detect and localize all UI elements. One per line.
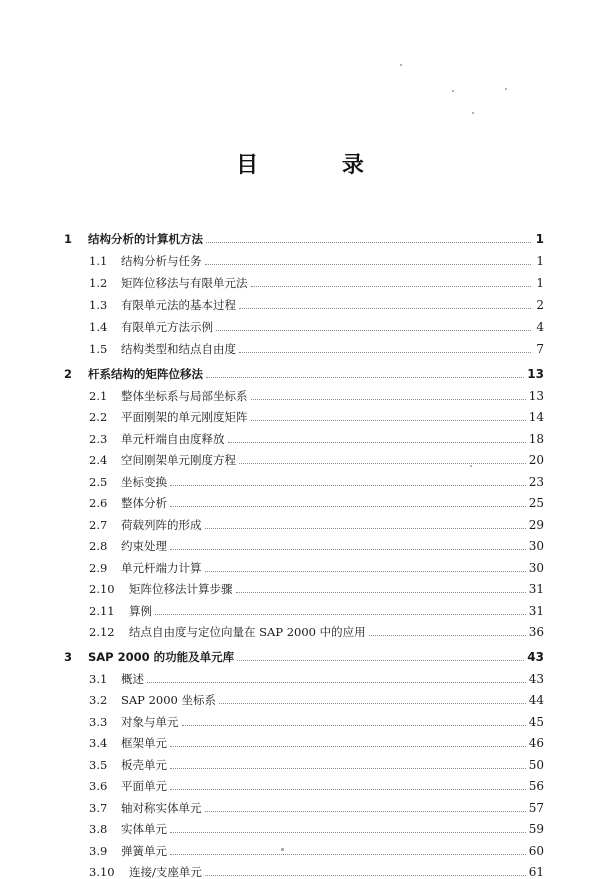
toc-number: 2.10: [89, 582, 115, 596]
toc-page-number: 31: [528, 604, 544, 618]
toc-number: 2.1: [89, 389, 108, 403]
scan-speck: [281, 848, 284, 851]
dot-leader: [369, 634, 526, 636]
toc-number: 1.1: [89, 254, 108, 268]
toc-section-entry[interactable]: [89, 447, 544, 467]
toc-number: 2.9: [89, 561, 108, 575]
toc-page-number: 30: [528, 561, 544, 575]
toc-number: 2.4: [89, 453, 108, 467]
toc-number: 3.1: [89, 672, 108, 686]
toc-section-entry[interactable]: [89, 469, 544, 489]
dot-leader: [155, 613, 526, 615]
dot-leader: [251, 419, 526, 421]
toc-section-entry[interactable]: [89, 709, 544, 729]
toc-number: 2.8: [89, 539, 108, 553]
toc-title: 矩阵位移法计算步骤: [129, 582, 233, 596]
toc-page-number: 20: [528, 453, 544, 467]
toc-title: SAP 2000 的功能及单元库: [88, 650, 235, 664]
toc-title: 矩阵位移法与有限单元法: [121, 276, 248, 290]
toc-chapter-entry[interactable]: [64, 226, 544, 246]
toc-number: 3.6: [89, 779, 108, 793]
toc-page-number: 25: [528, 496, 544, 510]
toc-section-entry[interactable]: [89, 314, 544, 334]
toc-title: 算例: [129, 604, 152, 618]
toc-title: 单元杆端力计算: [121, 561, 202, 575]
toc-number: 2.2: [89, 410, 108, 424]
toc-number: 3.3: [89, 715, 108, 729]
toc-section-entry[interactable]: [89, 426, 544, 446]
toc-page-number: 1: [536, 254, 544, 268]
scan-speck: [452, 90, 454, 92]
toc-title: 结构类型和结点自由度: [121, 342, 236, 356]
toc-title: SAP 2000 坐标系: [121, 693, 216, 707]
dot-leader: [206, 241, 531, 243]
toc-title: 有限单元法的基本过程: [121, 298, 236, 312]
toc-section-entry[interactable]: [89, 248, 544, 268]
dot-leader: [228, 441, 526, 443]
toc-section-entry[interactable]: [89, 619, 544, 639]
dot-leader: [206, 376, 524, 378]
toc-title: 概述: [121, 672, 144, 686]
toc-number: 3.7: [89, 801, 108, 815]
toc-number: 2.6: [89, 496, 108, 510]
toc-page-number: 43: [528, 672, 544, 686]
toc-section-entry[interactable]: [89, 795, 544, 815]
dot-leader: [219, 702, 526, 704]
scan-speck: [505, 88, 507, 90]
toc-number: 3.5: [89, 758, 108, 772]
toc-section-entry[interactable]: [89, 859, 544, 879]
toc-number: 1.5: [89, 342, 108, 356]
toc-section-entry[interactable]: [89, 687, 544, 707]
toc-page-number: 31: [528, 582, 544, 596]
toc-title: 整体坐标系与局部坐标系: [121, 389, 248, 403]
toc-section-entry[interactable]: [89, 838, 544, 858]
toc-page-number: 61: [528, 865, 544, 879]
toc-title: 空间刚架单元刚度方程: [121, 453, 236, 467]
toc-title: 杆系结构的矩阵位移法: [88, 367, 203, 381]
toc-page-number: 13: [528, 389, 544, 403]
toc-page-number: 4: [536, 320, 544, 334]
toc-section-entry[interactable]: [89, 292, 544, 312]
toc-section-entry[interactable]: [89, 533, 544, 553]
toc-title: 坐标变换: [121, 475, 167, 489]
toc-title: 平面刚架的单元刚度矩阵: [121, 410, 248, 424]
toc-page-number: 30: [528, 539, 544, 553]
toc-number: 3.2: [89, 693, 108, 707]
toc-section-entry[interactable]: [89, 490, 544, 510]
toc-page-number: 13: [527, 367, 544, 381]
toc-title: 框架单元: [121, 736, 167, 750]
toc-section-entry[interactable]: [89, 512, 544, 532]
scan-speck: [470, 465, 472, 467]
toc-number: 3.10: [89, 865, 115, 879]
toc-section-entry[interactable]: [89, 555, 544, 575]
toc-page-number: 56: [528, 779, 544, 793]
dot-leader: [237, 659, 524, 661]
toc-number: 2.11: [89, 604, 115, 618]
toc-page-number: 1: [535, 232, 544, 246]
toc-number: 2.7: [89, 518, 108, 532]
toc-page-number: 7: [536, 342, 544, 356]
dot-leader: [205, 527, 526, 529]
dot-leader: [170, 853, 526, 855]
toc-title: 结构分析与任务: [121, 254, 202, 268]
toc-number: 3.4: [89, 736, 108, 750]
toc-page-number: 1: [536, 276, 544, 290]
dot-leader: [170, 745, 526, 747]
toc-number: 2: [64, 367, 73, 381]
toc-number: 3.9: [89, 844, 108, 858]
toc-title: 结构分析的计算机方法: [88, 232, 203, 246]
toc-number: 3.8: [89, 822, 108, 836]
dot-leader: [170, 831, 526, 833]
toc-section-entry[interactable]: [89, 383, 544, 403]
dot-leader: [251, 398, 526, 400]
dot-leader: [239, 307, 531, 309]
toc-title: 有限单元方法示例: [121, 320, 213, 334]
toc-title: 轴对称实体单元: [121, 801, 202, 815]
dot-leader: [170, 505, 526, 507]
dot-leader: [205, 874, 526, 876]
dot-leader: [251, 285, 532, 287]
toc-number: 2.12: [89, 625, 115, 639]
toc-page-number: 45: [528, 715, 544, 729]
toc-number: 1.3: [89, 298, 108, 312]
toc-section-entry[interactable]: [89, 816, 544, 836]
toc-page-number: 44: [528, 693, 544, 707]
toc-number: 2.5: [89, 475, 108, 489]
dot-leader: [239, 462, 526, 464]
toc-section-entry[interactable]: [89, 404, 544, 424]
toc-chapter-entry[interactable]: [64, 361, 544, 381]
toc-number: 1: [64, 232, 73, 246]
toc-title: 弹簧单元: [121, 844, 167, 858]
toc-title: 单元杆端自由度释放: [121, 432, 225, 446]
toc-page-number: 18: [528, 432, 544, 446]
toc-page-number: 29: [528, 518, 544, 532]
toc-number: 2.3: [89, 432, 108, 446]
dot-leader: [205, 570, 526, 572]
dot-leader: [170, 548, 526, 550]
dot-leader: [216, 329, 531, 331]
toc-title: 板壳单元: [121, 758, 167, 772]
toc-page-number: 23: [528, 475, 544, 489]
toc-number: 3: [64, 650, 73, 664]
toc-title: 整体分析: [121, 496, 167, 510]
dot-leader: [147, 681, 526, 683]
dot-leader: [170, 484, 526, 486]
toc-page-number: 2: [536, 298, 544, 312]
toc-page-number: 46: [528, 736, 544, 750]
dot-leader: [236, 591, 526, 593]
toc-number: 1.2: [89, 276, 108, 290]
toc-section-entry[interactable]: [89, 270, 544, 290]
toc-page-number: 60: [528, 844, 544, 858]
scan-speck: [472, 112, 474, 114]
dot-leader: [239, 351, 531, 353]
toc-title: 对象与单元: [121, 715, 179, 729]
toc-page-number: 36: [528, 625, 544, 639]
dot-leader: [205, 810, 526, 812]
toc-section-entry[interactable]: [89, 576, 544, 596]
toc-section-entry[interactable]: [89, 336, 544, 356]
toc-number: 1.4: [89, 320, 108, 334]
toc-title: 结点自由度与定位向量在 SAP 2000 中的应用: [129, 625, 366, 639]
toc-page-number: 14: [528, 410, 544, 424]
dot-leader: [205, 263, 532, 265]
toc-chapter-entry[interactable]: [64, 644, 544, 664]
toc-title: 连接/支座单元: [129, 865, 202, 879]
toc-section-entry[interactable]: [89, 730, 544, 750]
page-title: 目 录: [236, 153, 402, 178]
dot-leader: [170, 767, 526, 769]
toc-section-entry[interactable]: [89, 598, 544, 618]
toc-title: 实体单元: [121, 822, 167, 836]
toc-title: 荷载列阵的形成: [121, 518, 202, 532]
toc-title: 平面单元: [121, 779, 167, 793]
dot-leader: [182, 724, 526, 726]
toc-page-number: 59: [528, 822, 544, 836]
toc-section-entry[interactable]: [89, 752, 544, 772]
toc-title: 约束处理: [121, 539, 167, 553]
toc-page-number: 43: [527, 650, 544, 664]
toc-section-entry[interactable]: [89, 773, 544, 793]
toc-page-number: 57: [528, 801, 544, 815]
dot-leader: [170, 788, 526, 790]
toc-page-number: 50: [528, 758, 544, 772]
scan-speck: [400, 64, 402, 66]
toc-section-entry[interactable]: [89, 666, 544, 686]
